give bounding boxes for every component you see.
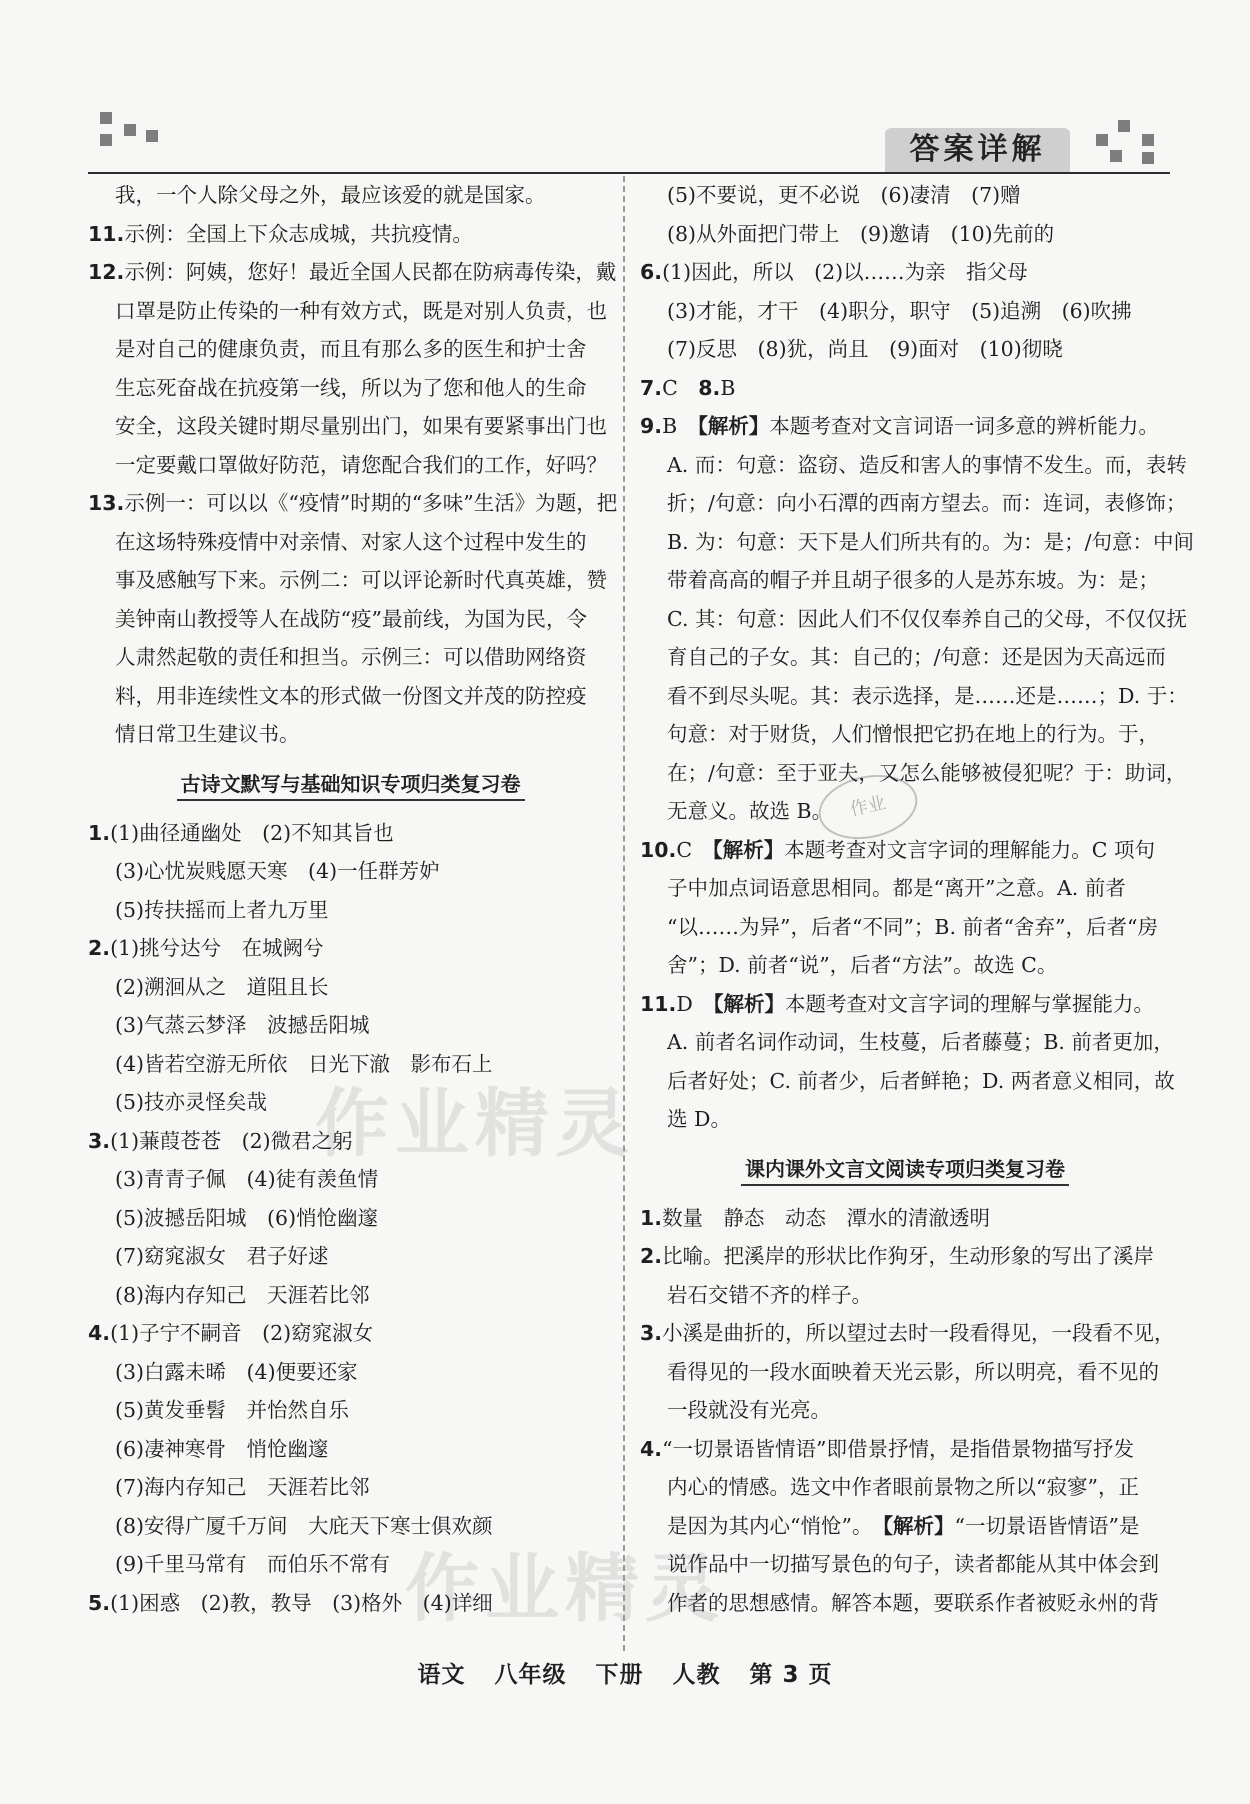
question-number: 1. — [88, 820, 111, 845]
answer-text: 本题考查对文言词语一词多意的辨析能力。 — [769, 414, 1159, 438]
answer-text: (9)千里马常有 而伯乐不常有 — [115, 1552, 391, 1576]
answer-text: (8)海内存知己 天涯若比邻 — [115, 1282, 370, 1307]
answer-line — [640, 715, 1170, 754]
answer-text: B — [662, 414, 698, 438]
answer-line — [640, 561, 1170, 600]
answer-line — [640, 869, 1170, 908]
answer-text: 安全，这段关键时期尽量别出门，如果有要紧事出门也 — [115, 414, 607, 438]
watermark: 作业精灵 — [315, 1081, 635, 1167]
answer-text: 口罩是防止传染的一种有效方式，既是对别人负责，也 — [115, 298, 607, 323]
answer-line — [88, 1160, 613, 1199]
answer-line — [88, 176, 613, 215]
answer-text: 是因为其内心“悄怆”。 — [667, 1513, 863, 1538]
answer-text: (1)子宁不嗣音 (2)窈窕淑女 — [110, 1321, 374, 1345]
answer-text: 本题考查对文言字词的理解与掌握能力。 — [785, 991, 1155, 1016]
answer-line — [640, 1276, 1170, 1315]
answer-line — [640, 1468, 1170, 1507]
answer-line — [88, 814, 613, 853]
answer-text: C — [676, 837, 713, 862]
answer-line — [88, 1083, 613, 1122]
answer-line — [640, 908, 1170, 947]
answer-line — [88, 1430, 613, 1469]
answer-text: (3)心忧炭贱愿天寒 (4)一任群芳妒 — [115, 859, 440, 883]
answer-text: 作者的思想感情。解答本题，要联系作者被贬永州的背 — [667, 1590, 1159, 1615]
answer-line — [88, 1237, 613, 1276]
answer-line — [88, 1199, 613, 1238]
question-number: 6. — [640, 260, 663, 284]
answer-text: 内心的情感。选文中作者眼前景物之所以“寂寥”，正 — [667, 1475, 1139, 1499]
answer-line — [640, 523, 1195, 562]
footer-grade: 八年级 — [494, 1662, 567, 1688]
answer-text: (5)波撼岳阳城 (6)悄怆幽邃 — [115, 1205, 379, 1230]
question-number: 11. — [640, 991, 677, 1016]
section-title — [640, 1139, 1170, 1199]
answer-line — [640, 1314, 1175, 1353]
answer-text: 育自己的子女。其：自己的；/句意：还是因为天高远而 — [667, 645, 1166, 669]
answer-text: 数量 静态 动态 潭水的清澈透明 — [662, 1205, 991, 1230]
answer-line — [640, 1199, 1170, 1238]
answer-line — [640, 1023, 1174, 1062]
answer-text: B. 为：句意：天下是人们所共有的。为：是；/句意：中间 — [667, 529, 1195, 554]
watermark: 作业精灵 — [405, 1546, 725, 1632]
answer-line — [640, 253, 1170, 292]
header-rule — [88, 172, 1170, 174]
answer-text: (1)因此，所以 (2)以……为亲 指父母 — [662, 260, 1028, 284]
answer-line — [640, 754, 1187, 793]
answer-line — [88, 929, 613, 968]
answer-text: 美钟南山教授等人在战防“疫”最前线，为国为民，令 — [115, 606, 587, 631]
answer-line — [640, 407, 1170, 446]
answer-line — [88, 292, 613, 331]
question-number: 5. — [88, 1590, 111, 1615]
answer-text: (8)从外面把门带上 (9)邀请 (10)先前的 — [667, 221, 1055, 246]
answer-line — [640, 330, 1170, 369]
answer-line — [88, 968, 613, 1007]
answer-text: C. 其：句意：因此人们不仅仅奉养自己的父母，不仅仅抚 — [667, 606, 1187, 631]
question-number: 8. — [698, 375, 721, 400]
answer-text: A. 而：句意：盗窃、造反和害人的事情不发生。而，表转 — [667, 452, 1187, 477]
answer-line — [88, 407, 613, 446]
answer-line — [88, 253, 617, 292]
answer-text: 在这场特殊疫情中对亲情、对家人这个过程中发生的 — [115, 529, 587, 554]
answer-line — [640, 369, 1170, 408]
left-column — [88, 176, 618, 1622]
answer-text: B — [720, 375, 736, 400]
answer-text: (5)黄发垂髫 并怡然自乐 — [115, 1398, 350, 1422]
question-number: 12. — [88, 260, 125, 284]
answer-text: (7)窈窕淑女 君子好逑 — [115, 1244, 329, 1268]
answer-line — [640, 446, 1187, 485]
column-divider — [623, 176, 625, 1651]
section-title-text: 课内课外文言文阅读专项归类复习卷 — [741, 1157, 1069, 1186]
answer-text: 料，用非连续性文本的形式做一份图文并茂的防控疫 — [115, 683, 587, 708]
answer-line — [88, 638, 613, 677]
answer-line — [640, 1237, 1170, 1276]
answer-line — [640, 600, 1187, 639]
answer-line — [640, 677, 1188, 716]
answer-line — [640, 1584, 1170, 1623]
answer-text: 选 D。 — [667, 1107, 731, 1131]
answer-line — [88, 1314, 613, 1353]
question-number: 9. — [640, 414, 663, 438]
analysis-tag: 【解析】 — [712, 837, 785, 862]
footer-subject: 语文 — [417, 1662, 466, 1688]
question-number: 11. — [88, 221, 125, 246]
answer-text: 看不到尽头呢。其：表示选择，是……还是……；D. 于： — [667, 683, 1188, 708]
analysis-tag: 【解析】 — [862, 1513, 955, 1538]
question-number: 3. — [640, 1321, 663, 1345]
right-column — [640, 176, 1195, 1622]
answer-line — [88, 891, 613, 930]
stamp: 作业 — [813, 766, 924, 847]
answer-line — [88, 1276, 613, 1315]
answer-line — [88, 1045, 613, 1084]
question-number: 1. — [640, 1205, 663, 1230]
answer-text: 我，一个人除父母之外，最应该爱的就是国家。 — [115, 183, 546, 207]
answer-line — [640, 1353, 1170, 1392]
answer-text: 句意：对于财货，人们憎恨把它扔在地上的行为。于， — [667, 722, 1159, 746]
answer-line — [640, 1100, 1170, 1139]
answer-line — [88, 1545, 613, 1584]
answer-text: A. 前者名词作动词，生枝蔓，后者藤蔓；B. 前者更加， — [667, 1030, 1174, 1054]
answer-text: 情日常卫生建议书。 — [115, 722, 300, 746]
answer-line — [640, 1430, 1170, 1469]
question-number: 4. — [88, 1321, 111, 1345]
question-number: 10. — [640, 837, 677, 862]
question-number: 2. — [88, 936, 111, 960]
answer-text: (5)不要说，更不必说 (6)凄清 (7)赠 — [667, 183, 1021, 207]
answer-line — [88, 677, 613, 716]
answer-text: 本题考查对文言字词的理解能力。C 项句 — [784, 837, 1155, 862]
section-title-text: 古诗文默写与基础知识专项归类复习卷 — [177, 772, 525, 801]
footer-edition: 人教 — [672, 1662, 721, 1688]
answer-text: (5)技亦灵怪矣哉 — [115, 1090, 268, 1114]
answer-text: (5)抟扶摇而上者九万里 — [115, 897, 329, 922]
answer-line — [88, 446, 613, 485]
footer-page: 第 3 页 — [749, 1662, 833, 1688]
section-title — [88, 754, 613, 814]
answer-text: (3)气蒸云梦泽 波撼岳阳城 — [115, 1013, 370, 1037]
answer-line — [640, 292, 1170, 331]
answer-text: 一段就没有光亮。 — [667, 1398, 831, 1422]
answer-line — [640, 831, 1170, 870]
answer-line — [88, 715, 613, 754]
answer-text: (2)溯洄从之 道阻且长 — [115, 974, 329, 999]
answer-text: 一定要戴口罩做好防范，请您配合我们的工作，好吗？ — [115, 452, 607, 477]
answer-text: (3)才能，才干 (4)职分，职守 (5)追溯 (6)吹拂 — [667, 298, 1132, 323]
answer-text: (3)白露未晞 (4)便要还家 — [115, 1359, 358, 1384]
answer-text: (1)曲径通幽处 (2)不知其旨也 — [110, 820, 394, 845]
question-number: 13. — [88, 491, 125, 515]
answer-line — [640, 1507, 1170, 1546]
answer-text: 人肃然起敬的责任和担当。示例三：可以借助网络资 — [115, 645, 587, 669]
answer-text: 无意义。故选 B。 — [667, 799, 833, 823]
answer-line — [88, 600, 613, 639]
answer-text: 小溪是曲折的，所以望过去时一段看得见，一段看不见， — [662, 1321, 1175, 1345]
question-number: 3. — [88, 1128, 111, 1153]
answer-line — [88, 561, 613, 600]
answer-text: (1)挑兮达兮 在城阙兮 — [110, 936, 324, 960]
answer-text: (6)凄神寒骨 悄怆幽邃 — [115, 1436, 329, 1461]
answer-line — [88, 523, 613, 562]
answer-line — [640, 215, 1170, 254]
answer-line — [640, 985, 1170, 1024]
answer-text: 示例一：可以以《“疫情”时期的“多味”生活》为题，把 — [124, 491, 618, 515]
header-title: 答案详解 — [885, 128, 1070, 172]
answer-text: 示例：全国上下众志成城，共抗疫情。 — [124, 221, 473, 246]
answer-line — [88, 1122, 613, 1161]
footer-volume: 下册 — [595, 1662, 644, 1688]
answer-line — [640, 1391, 1170, 1430]
answer-line — [640, 792, 1170, 831]
answer-text: (3)青青子佩 (4)徒有羡鱼情 — [115, 1167, 379, 1191]
answer-text: 生忘死奋战在抗疫第一线，所以为了您和他人的生命 — [115, 375, 587, 400]
footer — [0, 1656, 1250, 1689]
answer-line — [88, 1507, 613, 1546]
answer-line — [640, 1062, 1175, 1101]
answer-text: “一切景语皆情语”是 — [954, 1513, 1140, 1538]
answer-line — [88, 484, 618, 523]
answer-text: “以……为异”，后者“不同”；B. 前者“舍弃”，后者“房 — [667, 914, 1158, 939]
answer-text: “一切景语皆情语”即借景抒情，是指借景物描写抒发 — [662, 1436, 1135, 1461]
answer-text: 在；/句意：至于亚夫，又怎么能够被侵犯呢？于：助词， — [667, 760, 1187, 785]
answer-line — [88, 1353, 613, 1392]
answer-line — [88, 215, 613, 254]
answer-text: 子中加点词语意思相同。都是“离开”之意。A. 前者 — [667, 876, 1126, 900]
analysis-tag: 【解析】 — [713, 991, 786, 1016]
answer-text: (1)困惑 (2)教，教导 (3)格外 (4)详细 — [110, 1590, 493, 1615]
answer-text: 是对自己的健康负责，而且有那么多的医生和护士舍 — [115, 337, 587, 361]
question-number: 7. — [640, 375, 663, 400]
answer-line — [88, 852, 613, 891]
answer-text: (7)海内存知己 天涯若比邻 — [115, 1475, 370, 1499]
answer-line — [88, 369, 613, 408]
answer-line — [88, 1584, 613, 1623]
answer-text: 岩石交错不齐的样子。 — [667, 1282, 872, 1307]
answer-line — [640, 638, 1170, 677]
answer-text: D — [676, 991, 714, 1016]
answer-line — [640, 946, 1170, 985]
answer-line — [640, 176, 1170, 215]
answer-line — [88, 1468, 613, 1507]
answer-text: 舍”；D. 前者“说”，后者“方法”。故选 C。 — [667, 953, 1058, 977]
question-number: 2. — [640, 1244, 663, 1268]
answer-line — [88, 1006, 613, 1045]
answer-text: (1)蒹葭苍苍 (2)微君之躬 — [110, 1128, 353, 1153]
answer-text: C — [662, 375, 699, 400]
answer-text: (8)安得广厦千万间 大庇天下寒士俱欢颜 — [115, 1513, 493, 1538]
answer-text: 比喻。把溪岸的形状比作狗牙，生动形象的写出了溪岸 — [662, 1244, 1155, 1268]
answer-text: 说作品中一切描写景色的句子，读者都能从其中体会到 — [667, 1552, 1159, 1576]
answer-text: 带着高高的帽子并且胡子很多的人是苏东坡。为：是； — [667, 568, 1159, 592]
answer-line — [88, 330, 613, 369]
answer-line — [88, 1391, 613, 1430]
answer-text: 看得见的一段水面映着天光云影，所以明亮，看不见的 — [667, 1359, 1159, 1384]
answer-text: 后者好处；C. 前者少，后者鲜艳；D. 两者意义相同，故 — [667, 1068, 1175, 1093]
answer-text: 折；/句意：向小石潭的西南方望去。而：连词，表修饰； — [667, 491, 1187, 515]
answer-text: 示例：阿姨，您好！最近全国人民都在防病毒传染，戴 — [124, 260, 617, 284]
answer-text: 事及感触写下来。示例二：可以评论新时代真英雄，赞 — [115, 568, 607, 592]
answer-line — [640, 1545, 1170, 1584]
answer-line — [640, 484, 1187, 523]
answer-text: (7)反思 (8)犹，尚且 (9)面对 (10)彻晓 — [667, 337, 1063, 361]
answer-text: (4)皆若空游无所依 日光下澈 影布石上 — [115, 1051, 493, 1076]
question-number: 4. — [640, 1436, 663, 1461]
analysis-tag: 【解析】 — [697, 414, 770, 438]
